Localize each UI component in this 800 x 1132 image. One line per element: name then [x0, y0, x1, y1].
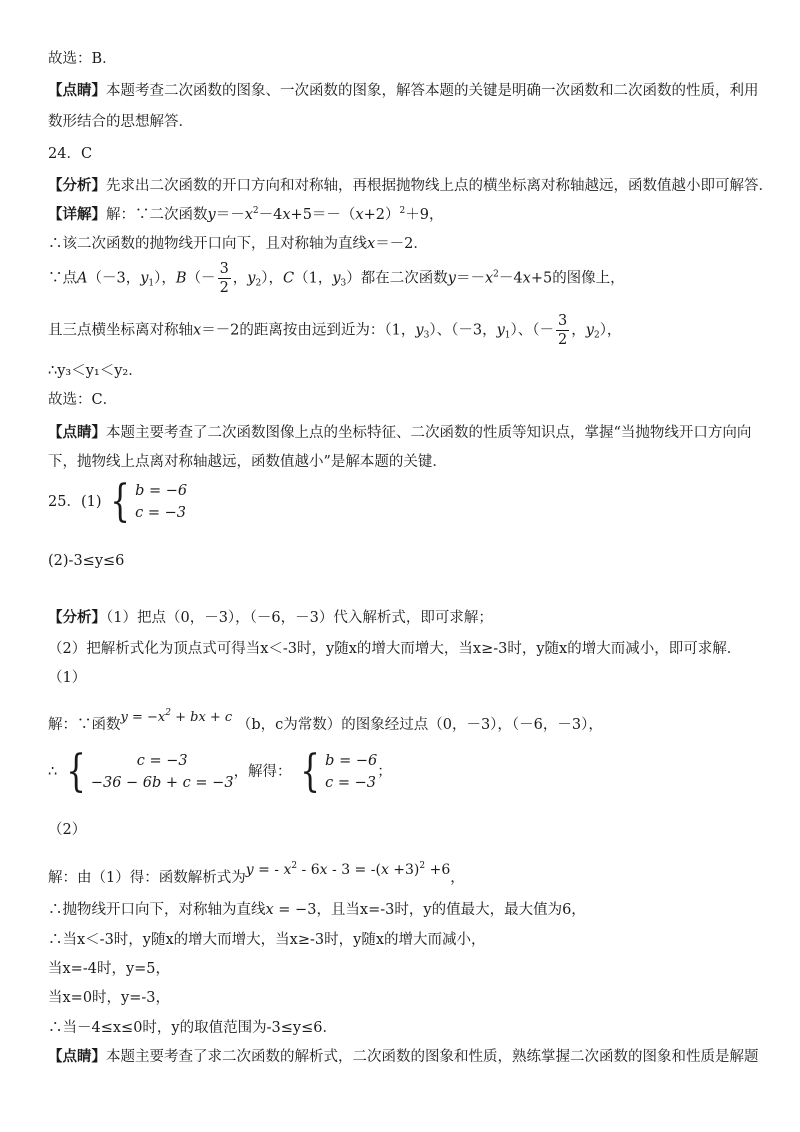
line-part2-range: ∴当－4≤x≤0时，y的取值范围为-3≤y≤6．: [48, 1020, 337, 1036]
line-part1-given: 解：∵函数$y = -x^2$ + bx + c （b，c为常数）的图象经过点（0，－3），（－6，－3），: [48, 708, 603, 733]
tag-comment-24: 【点睛】: [48, 424, 106, 441]
line-part2-monotonic: ∴当x＜-3时，y随x的增大而增大，当x≥-3时，y随x的增大而减小，: [48, 932, 486, 948]
line-analysis-25: 【分析】（1）把点（0，－3），（－6，－3）代入解析式，即可求解；: [48, 609, 493, 626]
fraction-three-halves: $\frac{3}{2}$: [219, 261, 229, 296]
question-24-answer: 24．C: [48, 146, 93, 162]
label-part-2: （2）: [48, 822, 87, 838]
label-part-1: （1）: [48, 670, 87, 686]
line-points: ∵点A（－3，$y_1$），B（－ $\frac{3}{2}$ ，$y_2$），C（1，$y_3$）都在二次函数$y=-x^2-4x+5$的图像上，: [48, 261, 625, 296]
line-part2-x-neg4: 当x=-4时，y=5，: [48, 961, 171, 977]
line-analysis-24: 【分析】先求出二次函数的开口方向和对称轴，再根据抛物线上点的横坐标离对称轴越远，函数值越小即可解答．: [48, 177, 773, 194]
tag-detail: 【详解】: [48, 206, 106, 223]
line-analysis-25b: （2）把解析式化为顶点式可得当x＜-3时，y随x的增大而增大，当x≥-3时，y随x的增大而减小，即可求解．: [48, 641, 742, 657]
line-answer-b: 故选：B．: [48, 51, 117, 67]
line-part2-expression: 解：由（1）得：函数解析式为y = - $x^2 - 6x - 3 = -(x +3)^2 +6$，: [48, 861, 465, 886]
tag-comment-25: 【点睛】: [48, 1048, 106, 1065]
line-comment-24: 【点睛】本题主要考查了二次函数图像上点的坐标特征、二次函数的性质等知识点，掌握“当抛物线开口方向向: [48, 424, 752, 441]
line-comment-24b: 下，抛物线上点离对称轴越远，函数值越小”是解本题的关键．: [48, 454, 447, 470]
line-comment-1: [48, 81, 759, 101]
tag-analysis: 【分析】: [48, 177, 106, 194]
comment-text: 本题考查二次函数的图象、一次函数的图象，解答本题的关键是明确一次函数和二次函数的性质，利用: [106, 83, 759, 99]
line-conclusion-24: ∴y₃＜y₁＜y₂．: [48, 363, 143, 379]
tag-comment: 【点睛】: [48, 82, 106, 99]
line-comment-1b: 数形结合的思想解答．: [48, 114, 193, 130]
tag-analysis-25: 【分析】: [48, 609, 106, 626]
equation-system-setup: { c = −3 −36 − 6b + c = −3: [66, 746, 234, 797]
line-part2-x-0: 当x=0时，y=-3，: [48, 990, 171, 1006]
line-part1-system: ∴ { c = −3 −36 − 6b + c = −3 ，解得： { b = −6 c = −3 ；: [48, 746, 392, 797]
line-comment-25: 【点睛】本题主要考查了求二次函数的解析式，二次函数的图象和性质，熟练掌握二次函数的图象和性质是解题: [48, 1048, 759, 1065]
equation-system-solution: { b = −6 c = −3: [300, 746, 378, 797]
question-25-answer-1: 25．(1) { b = −6 c = −3: [48, 476, 188, 527]
fraction-three-halves-2: $\frac{3}{2}$: [558, 313, 568, 348]
line-part2-axis: ∴抛物线开口向下，对称轴为直线x = −3，且当x=-3时，y的值最大，最大值为6，: [48, 902, 586, 918]
question-25-answer-2: (2)-3≤y≤6: [48, 553, 125, 569]
line-symmetry: ∴该二次函数的抛物线开口向下，且对称轴为直线x＝－2．: [48, 236, 428, 252]
line-detail-24: 【详解】解：∵二次函数$y=-x^2-4x+5=-(x+2)^2+9$，: [48, 206, 444, 223]
line-distance-order: 且三点横坐标离对称轴x＝－2的距离按由远到近为：（1，$y_3$）、（－3，$y_1$）、（－ $\frac{3}{2}$ ，$y_2$），: [48, 313, 622, 348]
equation-system-answer: { b = −6 c = −3: [110, 476, 188, 527]
line-answer-c: 故选：C．: [48, 392, 118, 408]
